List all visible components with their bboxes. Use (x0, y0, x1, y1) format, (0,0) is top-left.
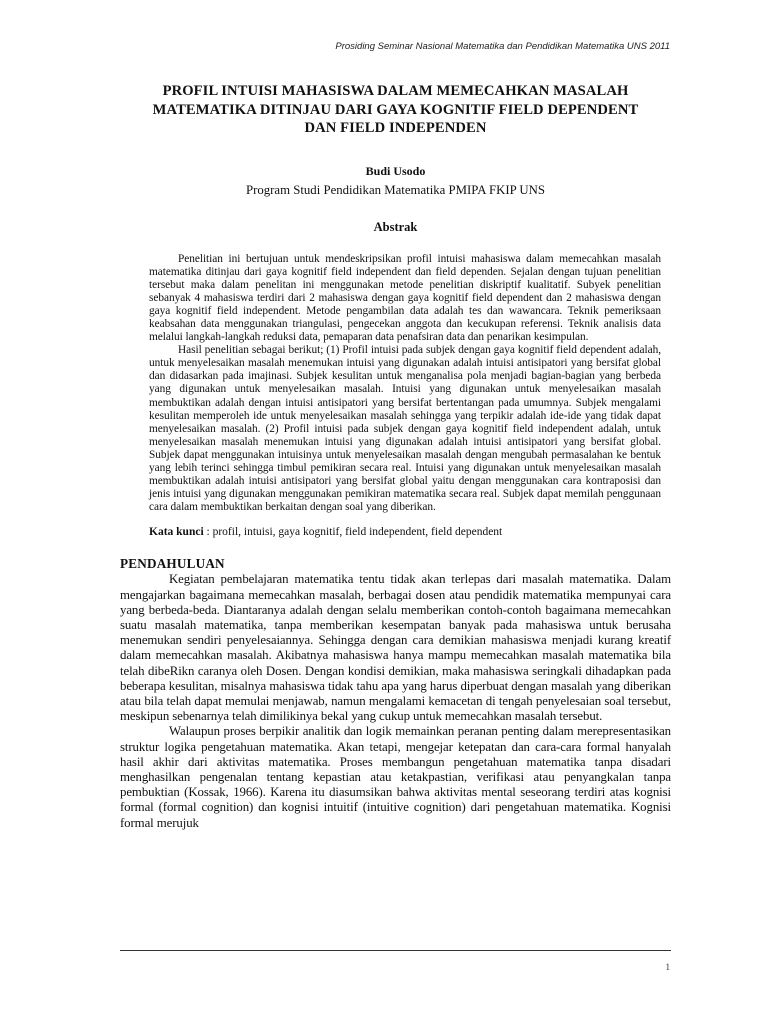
body-paragraph: Kegiatan pembelajaran matematika tentu tidak akan terlepas dari masalah matematika. Dalam mengajarkan bagaimana memecahkan masalah, berbagai dosen atau pendidik matematika mempunyai cara yang berbeda-beda. Diantaranya adalah dengan selalu memberikan contoh-contoh bagaimana memecahkan suatu masalah matematika, tanpa memberikan kesempatan banyak pada mahasiswa untuk berusaha menemukan sendiri penyelesaiannya. Sehingga dengan cara demikian mahasiswa menjadi kurang kreatif dalam memecahkan masalah. Akibatnya mahasiswa hanya mampu memecahkan masalah matematika bila telah dibeRikn caranya oleh Dosen. Dengan kondisi demikian, maka mahasiswa seringkali dihadapkan pada beberapa kesulitan, misalnya mahasiswa tidak tahu apa yang harus diperbuat dengan masalah yang diberikan atau bila telah dapat memulai menjawab, namun mengalami kemacetan di tengah penyelesaian soal tersebut, meskipun sebenarnya telah dimilikinya bekal yang cukup untuk memecahkan masalah tersebut. (120, 572, 671, 724)
section-body (120, 572, 671, 830)
paper-page (120, 82, 671, 831)
page-number: 1 (665, 962, 670, 972)
paper-title (120, 82, 671, 138)
section-heading: PENDAHULUAN (120, 556, 225, 572)
keywords (149, 526, 671, 538)
author-affiliation: Program Studi Pendidikan Matematika PMIPA FKIP UNS (245, 182, 546, 197)
body-paragraph: Walaupun proses berpikir analitik dan logik memainkan peranan penting dalam merepresentasikan struktur logika pengetahuan matematika. Akan tetapi, mengejar ketepatan dan cara-cara formal hanyalah hasil akhir dari aktivitas matematika. Proses membangun pengetahuan matematika tanpa disadari menghasilkan pengenalan tentang kepastian atau ketakpastian, verifikasi atau penyangkalan tanpa pembuktian (Kossak, 1966). Karena itu diasumsikan bahwa aktivitas mental seseorang terdiri atas kognisi formal (formal cognition) dan kognisi intuitif (intuitive cognition) dari pengetahuan matematika. Kognisi formal merujuk (120, 724, 671, 830)
abstract-body (149, 253, 661, 515)
title-line: MATEMATIKA DITINJAU DARI GAYA KOGNITIF FIELD DEPENDENT (152, 101, 639, 118)
author-name: Budi Usodo (365, 163, 426, 178)
keywords-text: : profil, intuisi, gaya kognitif, field independent, field dependent (203, 526, 503, 539)
title-line: DAN FIELD INDEPENDEN (304, 120, 487, 136)
running-head: Prosiding Seminar Nasional Matematika dan Pendidikan Matematika UNS 2011 (335, 41, 670, 52)
abstract-heading: Abstrak (373, 219, 418, 234)
abstract-paragraph: Penelitian ini bertujuan untuk mendeskripsikan profil intuisi mahasiswa dalam memecahkan masalah matematika ditinjau dari gaya kognitif field independent dan field dependen. Sejalan dengan tujuan penelitian tersebut maka dalam penelitan ini menggunakan metode penelitian diskriptif kualitatif. Subyek penelitian sebanyak 4 mahasiswa terdiri dari 2 mahasiswa dengan gaya kognitif field dependent dan 2 mahasiswa dengan gaya kognitif field independent. Metode pengambilan data adalah tes dan wawancara. Teknik pemeriksaan keabsahan data menggunakan triangulasi, pengecekan anggota dan kecukupan referensi. Teknik analisis data melalui langkah-langkah reduksi data, pemaparan data penafsiran data dan penarikan kesimpulan. (149, 252, 661, 344)
abstract-paragraph: Hasil penelitian sebagai berikut; (1) Profil intuisi pada subjek dengan gaya kognitif field dependent adalah, untuk menyelesaikan masalah menemukan intuisi yang digunakan adalah intuisi antisipatori yang bersifat global dan didasarkan pada imajinasi. Subjek kesulitan untuk menganalisa pola menjadi bagian-bagian yang berbeda yang digunakan untuk menyelesaikan masalah. Intuisi yang digunakan untuk menyelesaikan masalah membuktikan adalah dengan intuisi antisipatori yang bersifat bertentangan pada umumnya. Subjek mengalami kesulitan memperoleh ide untuk menyelesaikan masalah sehingga yang terpikir adalah ide-ide yang tidak dapat menyelesaikan masalah. (2) Profil intuisi pada subjek dengan gaya kognitif field independent adalah, untuk menyelesaikan masalah menemukan intuisi yang digunakan adalah intuisi antisipatori yang bersifat global. Subjek dapat menggunakan intuisinya untuk menyelesaikan masalah dengan mengubah permasalahan ke bentuk yang lebih terinci sehingga timbul pemikiran secara real. Intuisi yang digunakan untuk menyelesaikan masalah membuktikan adalah intuisi antisipatori yang bersifat global yaitu dengan menggunakan cara kontraposisi dan jenis intuisi yang digunakan menggunakan pemikiran matematika secara real. Subjek dapat memilah penggunaan cara dalam membuktikan berkaitan dengan soal yang diberikan. (149, 344, 661, 514)
title-line: PROFIL INTUISI MAHASISWA DALAM MEMECAHKAN MASALAH (162, 83, 629, 99)
footer-rule (120, 950, 671, 951)
keywords-label: Kata kunci (149, 526, 204, 539)
